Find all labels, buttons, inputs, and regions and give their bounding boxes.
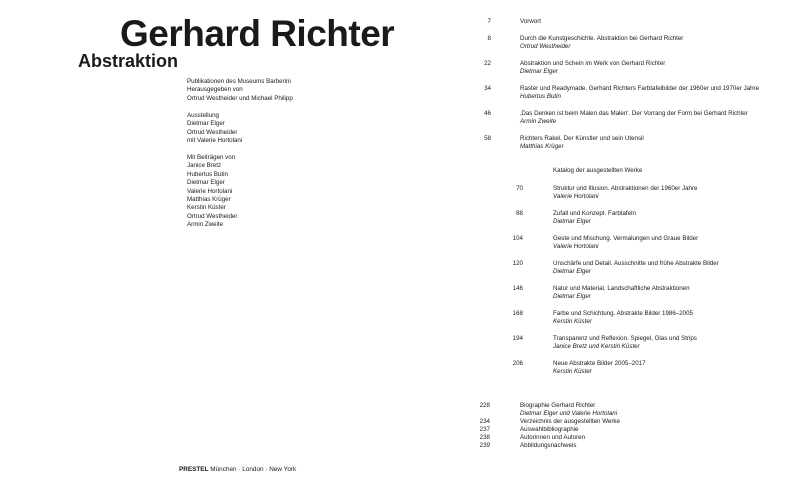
contributors-line: Matthias Krüger [187,195,231,203]
toc-title: Richters Rakel. Der Künstler und sein Utensil [520,135,644,142]
toc-author: Valerie Hortolani [553,192,599,200]
toc-title: Biographie Gerhard Richter [520,402,596,409]
toc-title: Raster und Readymade. Gerhard Richters Farbtafelbilder der 1960er und 1970er Jahre [520,85,760,92]
catalog-heading: Katalog der ausgestellten Werke [553,167,643,174]
publication-line: Publikationen des Museums Barberini [187,78,291,85]
toc-page-number: 46 [484,110,491,117]
toc-page-number: 104 [512,235,523,242]
toc-page-number: 168 [512,310,523,317]
toc-title: Verzeichnis der ausgestellten Werke [520,418,620,425]
toc-title: Struktur und Illusion. Abstraktionen der 1960er Jahre [553,185,698,192]
exhibition-line: Ortrud Westheider [187,128,238,136]
toc-author: Dietmar Elger [520,67,558,75]
toc-page-number: 8 [487,35,491,42]
toc-author: Dietmar Elger [553,292,591,300]
book-subtitle: Abstraktion [78,51,179,71]
publisher-name: PRESTEL [179,466,209,473]
toc-page-number: 239 [479,442,490,449]
toc-author: Matthias Krüger [520,142,564,150]
toc-page-number: 70 [516,185,523,192]
toc-author: Dietmar Elger [553,267,591,275]
toc-title: Farbe und Schichtung. Abstrakte Bilder 1986–2005 [553,310,694,317]
toc-author: Kerstin Küster [553,367,592,375]
contributors-line: Valerie Hortolani [187,187,233,195]
contributors-line: Hubertus Butin [187,170,228,178]
toc-page-number: 237 [479,426,490,433]
book-title: Gerhard Richter [120,13,395,54]
toc-page-number: 58 [484,135,491,142]
toc-title: Autorinnen und Autoren [520,434,586,441]
toc-page-number: 7 [487,18,491,25]
toc-title: Auswahlbibliographie [520,426,579,433]
publisher-cities: München · London · New York [210,466,297,473]
toc-page-number: 34 [484,85,491,92]
toc-page-number: 194 [512,335,523,342]
toc-author: Dietmar Elger und Valerie Hortolani [520,409,618,417]
exhibition-credits [187,112,242,146]
toc-page-number: 234 [479,418,490,425]
toc-title: Abbildungsnachweis [520,442,577,449]
toc-title: Durch die Kunstgeschichte. Abstraktion bei Gerhard Richter [520,35,684,42]
toc-page-number: 228 [479,402,490,409]
toc-author: Armin Zweite [520,117,557,125]
toc-author: Valerie Hortolani [553,242,599,250]
toc-title: Natur und Material. Landschaftliche Abstraktionen [553,285,690,292]
exhibition-line: Ausstellung [187,112,219,119]
publisher-imprint [179,466,296,473]
publication-credits [187,78,293,103]
toc-page-number: 238 [479,434,490,441]
toc-author: Dietmar Elger [553,217,591,225]
publication-line: Herausgegeben von [187,86,243,94]
toc-author: Kerstin Küster [553,317,592,325]
exhibition-line: mit Valerie Hortolani [187,137,243,145]
publication-line: Ortrud Westheider und Michael Philipp [187,94,293,102]
toc-title: Geste und Mischung. Vermalungen und Graue Bilder [553,235,699,242]
toc-title: Abstraktion und Schein im Werk von Gerhard Richter [520,60,666,67]
toc-title: Neue Abstrakte Bilder 2005–2017 [553,360,646,367]
toc-page-number: 120 [512,260,523,267]
toc-author: Ortrud Westheider [520,42,571,50]
toc-title: Unschärfe und Detail. Ausschnitte und frühe Abstrakte Bilder [553,260,719,267]
toc-page-number: 146 [512,285,523,292]
contributors-line: Kerstin Küster [187,204,226,212]
toc-page-number: 206 [512,360,523,367]
contributors-line: Mit Beiträgen von [187,154,236,161]
toc-author: Hubertus Butin [520,92,561,100]
toc-author: Janice Bretz und Kerstin Küster [553,342,640,350]
toc-title: ‚Das Denken ist beim Malen das Malen'. Der Vorrang der Form bei Gerhard Richter [520,110,748,117]
toc-title: Vorwort [520,18,541,25]
exhibition-line: Dietmar Elger [187,120,225,128]
toc-page-number: 88 [516,210,523,217]
contributors-line: Ortrud Westheider [187,212,238,220]
toc-title: Zufall und Konzept. Farbtafeln [553,210,636,217]
toc-page-number: 22 [484,60,491,67]
contributors-line: Armin Zweite [187,221,224,229]
contributors-line: Dietmar Elger [187,179,225,187]
contributors-list [187,154,237,230]
contributors-line: Janice Bretz [187,162,222,170]
toc-title: Transparenz und Reflexion. Spiegel, Glas und Strips [553,335,697,342]
